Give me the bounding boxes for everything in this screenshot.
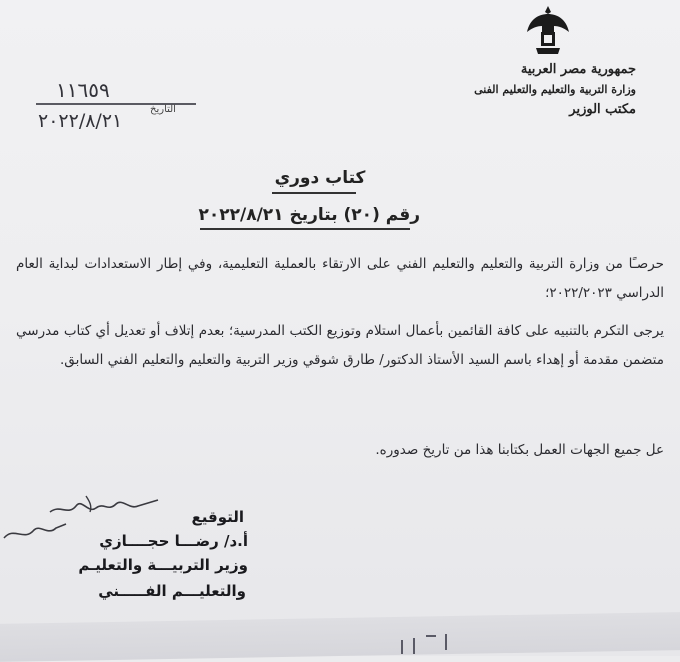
reference-date-label: التاريخ bbox=[150, 104, 176, 115]
body-paragraph-2: يرجى التكرم بالتنبيه على كافة القائمين بأعمال استلام وتوزيع الكتب المدرسية؛ بعدم إتلاف أو تعديل أي كتاب مدرسي متضمن مقدمة أو إهداء باسم السيد الأستاذ الدكتور/ طارق شوقي وزير التربية والتعليم والتعليم الفني السابق. bbox=[16, 323, 664, 368]
signature-flourish bbox=[0, 518, 70, 546]
header-ministry: وزارة التربية والتعليم والتعليم الفنى bbox=[474, 83, 636, 96]
body-paragraph-1: حرصـًا من وزارة التربية والتعليم والتعليم الفني على الارتقاء بالعملية التعليمية، وفي إطار الاستعدادات لبداية العام الدراسي ٢٠٢٢/٢٠٢٣؛ bbox=[16, 256, 664, 301]
reference-date: ٢٠٢٢/٨/٢١ bbox=[38, 110, 123, 132]
ministry-header bbox=[436, 60, 636, 120]
signatory-title-line-1: وزير التربيـــة والتعليـم bbox=[78, 556, 248, 574]
signatory-name: أ.د/ رضـــا حجــــازي bbox=[99, 532, 248, 550]
reference-number: ١١٦٥٩ bbox=[56, 78, 110, 102]
pen-marks bbox=[396, 630, 476, 656]
number-underline bbox=[200, 228, 410, 230]
body-paragraph-3: عل جميع الجهات العمل بكتابنا هذا من تاريخ صدوره. bbox=[375, 442, 664, 458]
header-country: جمهورية مصر العربية bbox=[520, 62, 636, 77]
signature-label: التوقيع bbox=[191, 508, 244, 526]
title-underline bbox=[272, 192, 356, 194]
document-title: كتاب دوري bbox=[274, 168, 366, 188]
eagle-emblem-icon bbox=[526, 4, 570, 56]
signatory-title-line-2: والتعليـــم الفـــــني bbox=[98, 582, 246, 600]
circular-number-date: رقم (٢٠) بتاريخ ٢٠٢٢/٨/٢١ bbox=[198, 205, 420, 225]
header-office: مكتب الوزير bbox=[569, 102, 636, 117]
